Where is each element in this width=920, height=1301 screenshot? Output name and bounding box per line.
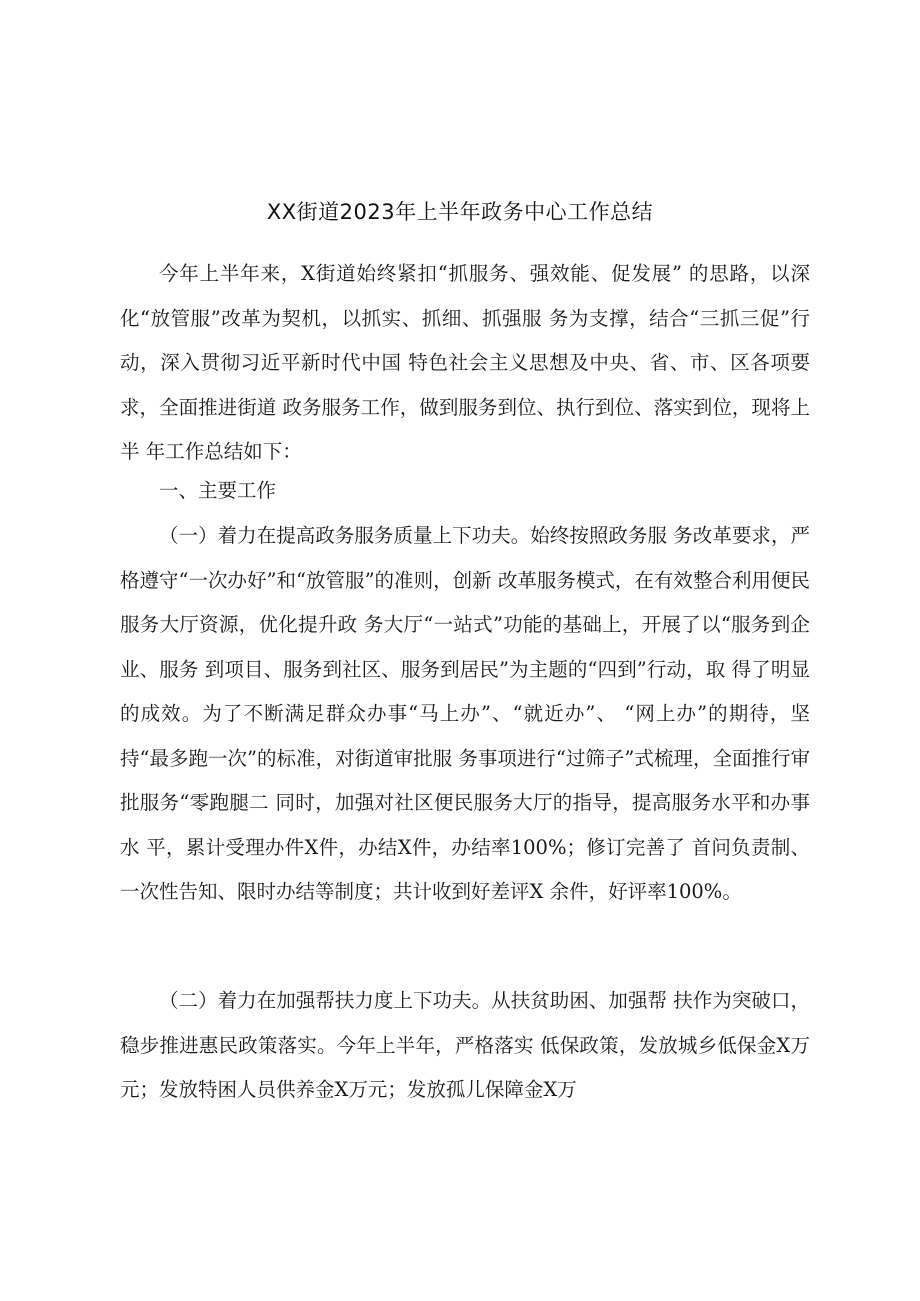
intro-paragraph: 今年上半年来，X街道始终紧扣“抓服务、强效能、促发展” 的思路，以深化“放管服”改革为契机，以抓实、抓细、抓强服 务为支撑，结合“三抓三促”行动，深入贯彻习近平新时代中国 特色社会主义思想及中央、省、市、区各项要求，全面推进街道 政务服务工作，做到服务到位、执行到位、落实到位，现将上半 年工作总结如下： <box>120 262 810 463</box>
section-2-paragraph: （二）着力在加强帮扶力度上下功夫。从扶贫助困、加强帮 扶作为突破口，稳步推进惠民政策落实。今年上半年，严格落实 低保政策，发放城乡低保金X万元；发放特困人员供养金X万元；发放孤儿保障金X万 <box>120 989 810 1101</box>
section-1-paragraph: （一）着力在提高政务服务质量上下功夫。始终按照政务服 务改革要求，严格遵守“一次办好”和“放管服”的准则，创新 改革服务模式，在有效整合利用便民服务大厅资源，优化提升政 务大厅“一站式”功能的基础上，开展了以“服务到企业、服务 到项目、服务到社区、服务到居民”为主题的“四到”行动，取 得了明显的成效。为了不断满足群众办事“马上办”、“就近办”、 “网上办”的期待，坚持“最多跑一次”的标准，对街道审批服 务事项进行“过筛子”式梳理，全面推行审批服务“零跑腿二 同时，加强对社区便民服务大厅的指导，提高服务水平和办事水 平，累计受理办件X件，办结X件，办结率100%；修订完善了 首问负责制、一次性告知、限时办结等制度；共计收到好差评X 余件，好评率100%。 <box>120 524 810 903</box>
document-title: XX街道2023年上半年政务中心工作总结 <box>266 200 654 224</box>
section-heading-main-work: 一、主要工作 <box>159 479 277 502</box>
